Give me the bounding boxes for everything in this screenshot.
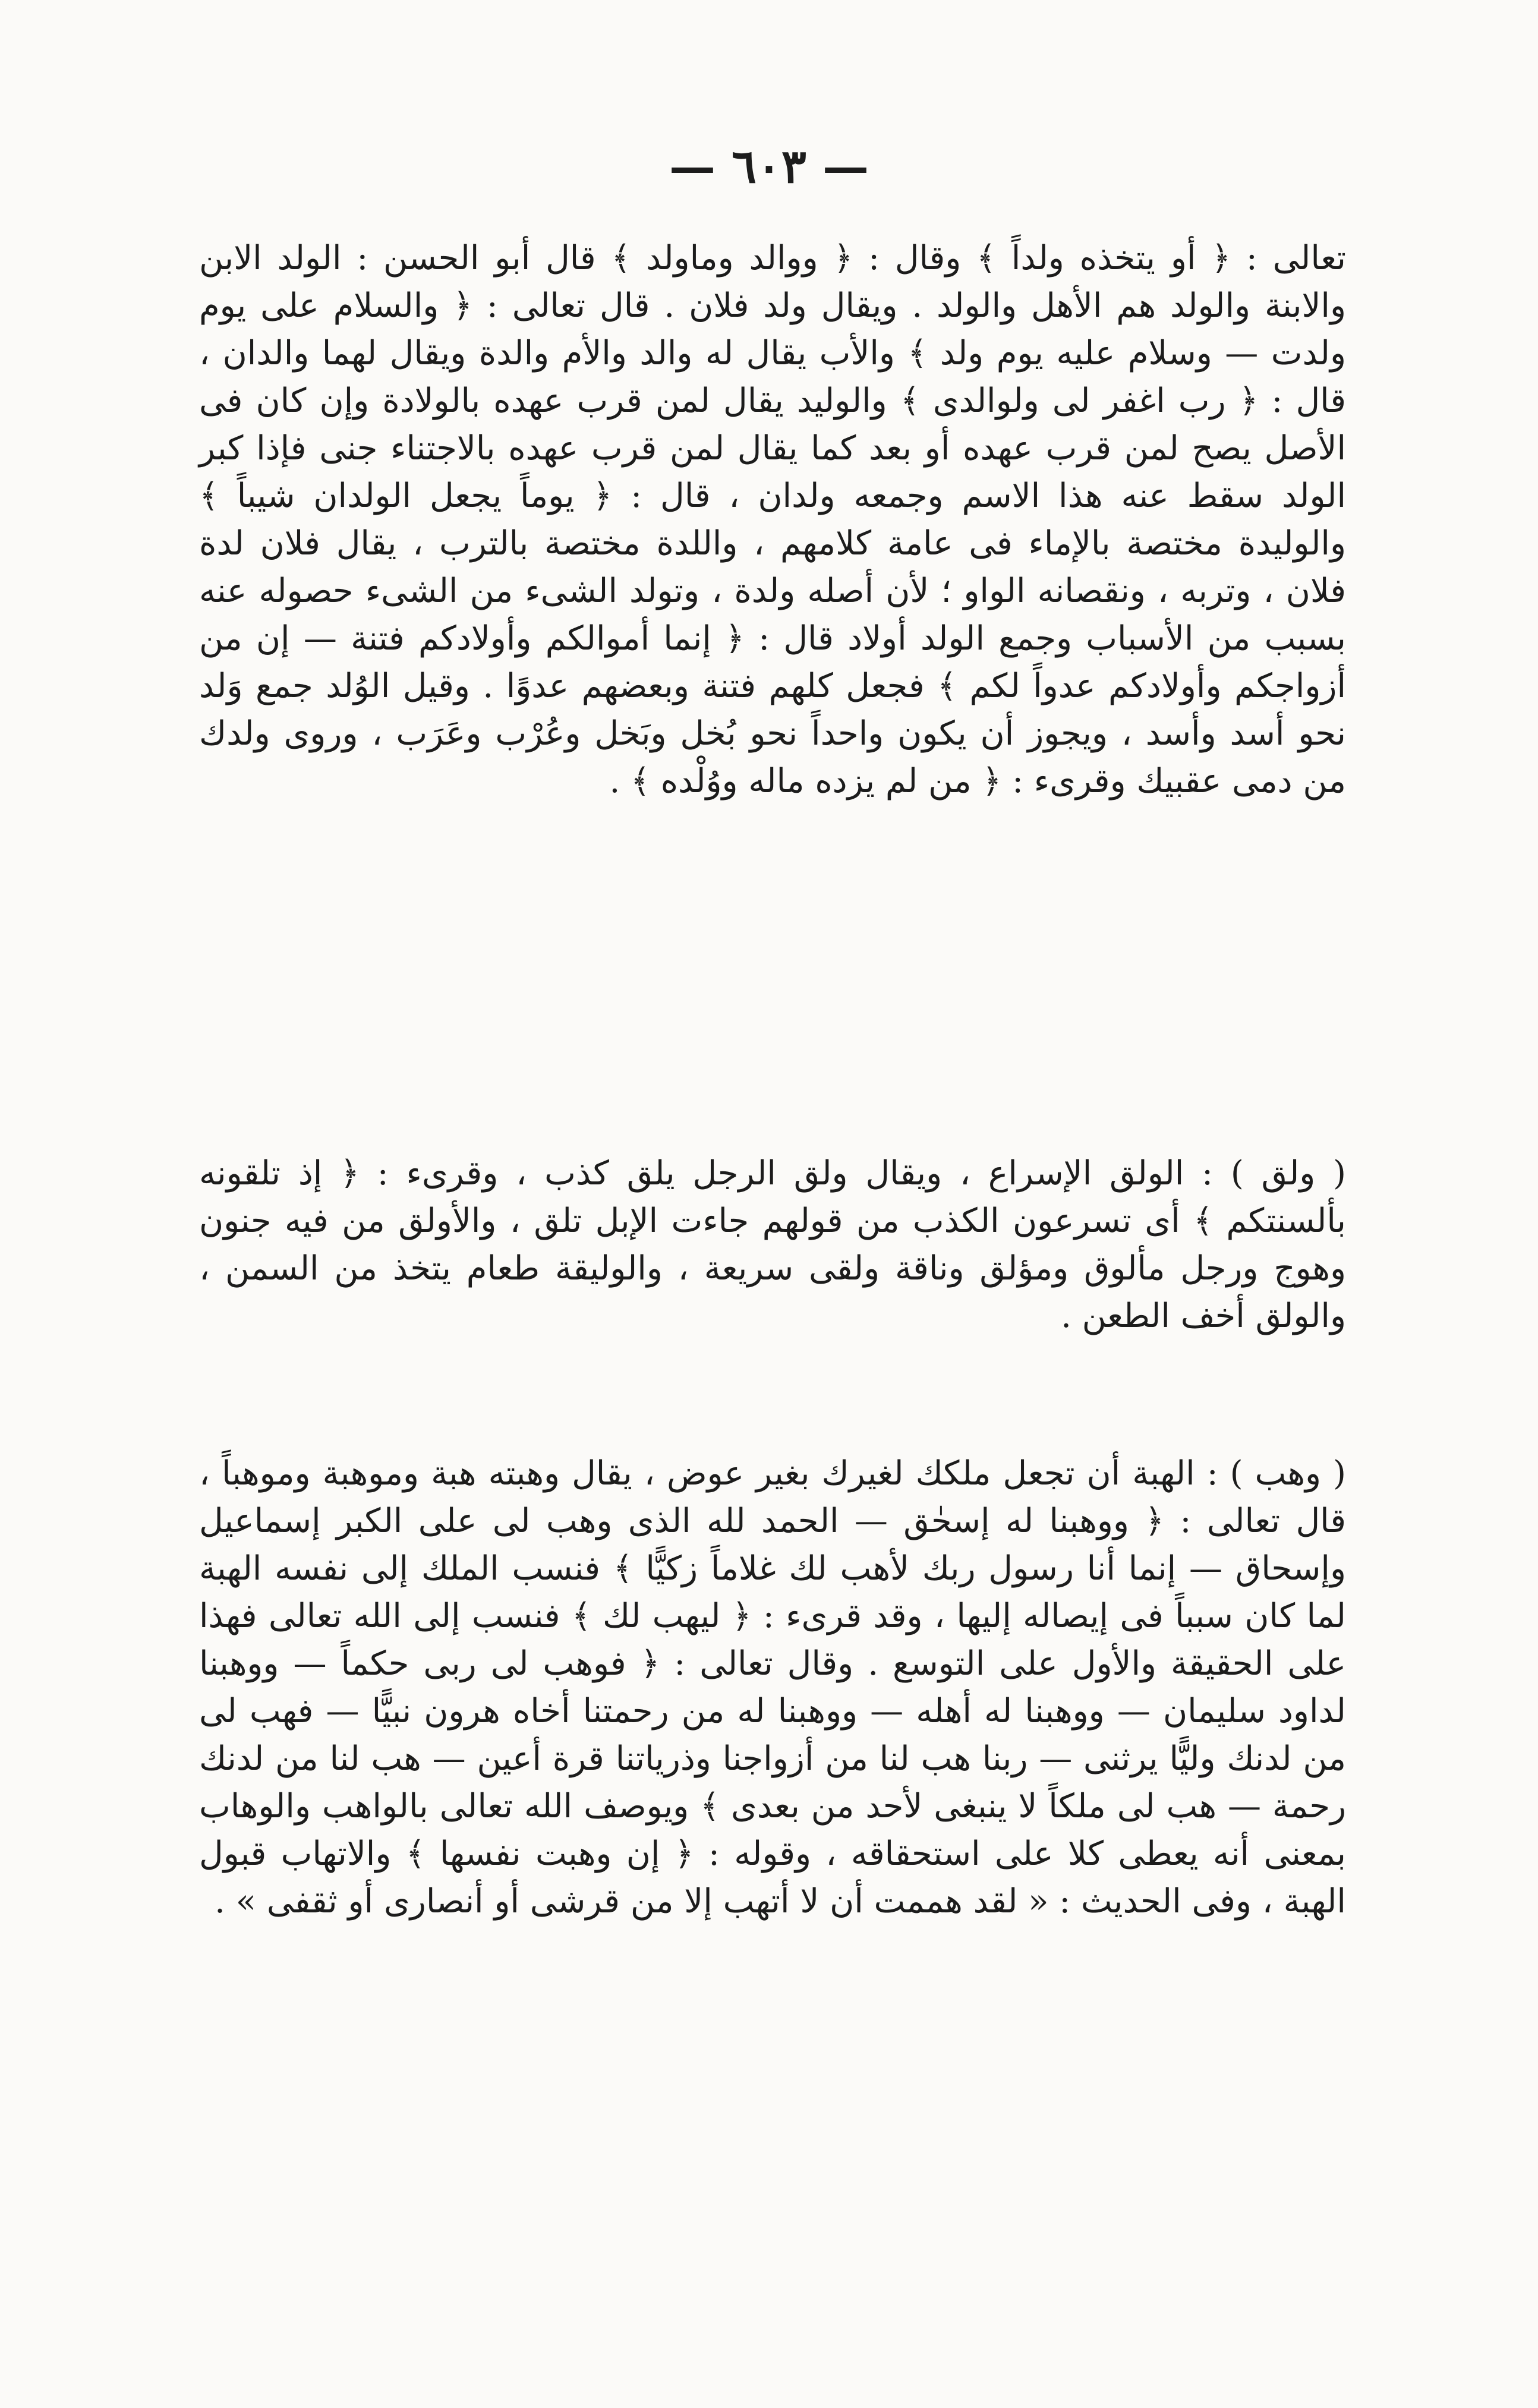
- entry-wahaba-text: ( وهب ) : الهبة أن تجعل ملكك لغيرك بغير عوض ، يقال وهبته هبة وموهبة وموهباً ، قال تعالى : ﴿ ووهبنا له إسحٰق — الحمد لله الذى وهب لى على الكبر إسماعيل وإسحاق — إنما أنا رسول ربك لأهب لك غلاماً زكيًّا ﴾ فنسب الملك إلى نفسه الهبة لما كان سبباً فى إيصاله إليها ، وقد قرىء : ﴿ ليهب لك ﴾ فنسب إلى الله تعالى فهذا على الحقيقة والأول على التوسع . وقال تعالى : ﴿ فوهب لى ربى حكماً — ووهبنا لداود سليمان — ووهبنا له أهله — ووهبنا له من رحمتنا أخاه هرون نبيًّا — فهب لى من لدنك وليًّا يرثنى — ربنا هب لنا من أزواجنا وذرياتنا قرة أعين — هب لنا من لدنك رحمة — هب لى ملكاً لا ينبغى لأحد من بعدى ﴾ ويوصف الله تعالى بالواهب والوهاب بمعنى أنه يعطى كلا على استحقاقه ، وقوله : ﴿ إن وهبت نفسها ﴾ والاتهاب قبول الهبة ، وفى الحديث : « لقد هممت أن لا أتهب إلا من قرشى أو أنصارى أو ثقفى » .: [199, 1454, 1347, 1921]
- entry-walaq-text: ( ولق ) : الولق الإسراع ، ويقال ولق الرجل يلق كذب ، وقرىء : ﴿ إذ تلقونه بألسنتكم ﴾ أى تسرعون الكذب من قولهم جاءت الإبل تلق ، والأولق من فيه جنون وهوج ورجل مألوق ومؤلق وناقة ولقى سريعة ، والوليقة طعام يتخذ من السمن ، والولق أخف الطعن .: [199, 1154, 1346, 1335]
- entry-walad: [199, 235, 1346, 805]
- page-number: — ٦٠٣ —: [669, 140, 869, 194]
- entry-wahaba: [199, 1450, 1346, 1925]
- entry-walaq: [199, 1150, 1346, 1340]
- entry-walad-text: تعالى : ﴿ أو يتخذه ولداً ﴾ وقال : ﴿ ووالد وماولد ﴾ قال أبو الحسن : الولد الابن والابنة والولد هم الأهل والولد . ويقال ولد فلان . قال تعالى : ﴿ والسلام على يوم ولدت — وسلام عليه يوم ولد ﴾ والأب يقال له والد والأم والدة ويقال لهما والدان ، قال : ﴿ رب اغفر لى ولوالدى ﴾ والوليد يقال لمن قرب عهده بالولادة وإن كان فى الأصل يصح لمن قرب عهده أو بعد كما يقال لمن قرب عهده بالاجتناء جنى فإذا كبر الولد سقط عنه هذا الاسم وجمعه ولدان ، قال : ﴿ يوماً يجعل الولدان شيباً ﴾ والوليدة مختصة بالإماء فى عامة كلامهم ، واللدة مختصة بالترب ، يقال فلان لدة فلان ، وتربه ، ونقصانه الواو ؛ لأن أصله ولدة ، وتولد الشىء من الشىء حصوله عنه بسبب من الأسباب وجمع الولد أولاد قال : ﴿ إنما أموالكم وأولادكم فتنة — إن من أزواجكم وأولادكم عدواً لكم ﴾ فجعل كلهم فتنة وبعضهم عدوًا . وقيل الوُلد جمع وَلد نحو أسد وأسد ، ويجوز أن يكون واحداً نحو بُخل وبَخل وعُرْب وعَرَب ، وروى ولدك من دمى عقبيك وقرىء : ﴿ من لم يزده ماله ووُلْده ﴾ .: [199, 239, 1347, 800]
